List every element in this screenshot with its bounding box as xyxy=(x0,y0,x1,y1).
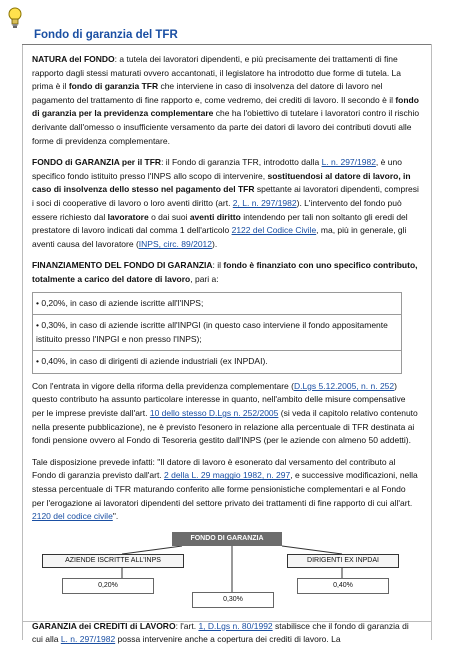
law-link[interactable]: L. n. 297/1982 xyxy=(60,634,116,645)
text: ) questo contributo ha assunto particolare interesse in quanto, nell'ambito delle misure compensative per le imprese previste dall'art. xyxy=(32,380,406,419)
law-link[interactable]: 2120 del codice civile xyxy=(32,511,113,522)
bold-text: sostituendosi al datore di lavoro, in caso di insolvenza dello stesso nel pagamento del TFR xyxy=(32,170,411,195)
text: , è uno specifico fondo istituito presso l'INPS allo scopo di intervenire, xyxy=(32,157,402,181)
page-title: Fondo di garanzia del TFR xyxy=(34,29,178,41)
bottom-rule xyxy=(22,621,431,622)
law-link[interactable]: D.Lgs 5.12.2005, n. n. 252 xyxy=(293,380,395,391)
heading-crediti: GARANZIA dei CREDITI di LAVORO xyxy=(32,620,176,631)
bold-text: fondo è finanziato con uno specifico contributo, totalmente a carico del datore di lavoro xyxy=(32,260,418,284)
diagram-right-label: DIRIGENTI EX INPDAI xyxy=(287,554,399,568)
list-item: • 0,20%, in caso di aziende iscritte all'l'INPS; xyxy=(33,293,401,316)
text: stabilisce che il fondo di garanzia di cui alla xyxy=(32,620,409,645)
contribution-list xyxy=(32,292,402,374)
paragraph-natura xyxy=(32,53,420,148)
diagram-value-inpgi: 0,30% xyxy=(192,592,274,608)
text: che interviene in caso di insolvenza del datore di lavoro nel pagamento del trattamento di fine rapporto e, come vedremo, dei crediti di lavoro. Il secondo è il xyxy=(32,81,396,105)
title-bar xyxy=(22,28,431,45)
text: , ma, più in generale, gli aventi causa del lavoratore ( xyxy=(32,225,407,249)
text: ". xyxy=(112,511,119,522)
text: : a tutela dei lavoratori dipendenti, e più precisamente dei trattamenti di fine rapporto dagli stessi maturati ovvero accantonati, il legislatore ha introdotto due forme di tutela. La prima è il xyxy=(32,54,402,92)
fund-diagram xyxy=(32,532,420,612)
paragraph-finanziamento xyxy=(32,259,420,286)
document-body xyxy=(32,53,420,655)
text: spettante ai lavoratori dipendenti, compresi i soci di cooperative di lavoro o loro aventi diritto (art. xyxy=(32,184,419,208)
bold-text: lavoratore xyxy=(107,211,149,222)
list-item: • 0,40%, in caso di dirigenti di aziende industriali (ex INPDAI). xyxy=(36,356,268,367)
text: intendendo per tali non soltanto gli eredi del prestatore di lavoro indicati dal comma 1 dell'articolo xyxy=(32,211,408,236)
text: ). xyxy=(212,238,218,249)
list-item: • 0,30%, in caso di aziende iscritte all'INPGI (in questo caso interviene il fondo appositamente istituito presso l'INPGI e non presso l'INPS); xyxy=(33,315,401,351)
paragraph-disposizione xyxy=(32,456,420,524)
paragraph-crediti xyxy=(32,620,420,647)
text: che ha l'obiettivo di tutelare i lavoratori contro il rischio derivante dall'omesso o insufficiente versamento da parte dei datori di lavoro dei contributi dovuti alle forme di previdenza complementare. xyxy=(32,108,420,146)
text: Con l'entrata in vigore della riforma della previdenza complementare ( xyxy=(32,380,294,391)
diagram-header: FONDO DI GARANZIA xyxy=(172,532,282,546)
text: : il Fondo di garanzia TFR, introdotto dalla xyxy=(161,157,322,168)
text: (si veda il capitolo relativo contenuto nella presente pubblicazione), ne è previsto l'esonero in relazione alla percentuale di TFR destinata ai fondi pensione ovvero al Fondo di Tesoreria gestito dall'INPS (per le aziende con almeno 50 addetti). xyxy=(32,408,418,446)
text: o dai suoi xyxy=(148,211,190,222)
heading-finanziamento: FINANZIAMENTO DEL FONDO DI GARANZIA xyxy=(32,260,213,271)
paragraph-riforma xyxy=(32,380,420,448)
law-link[interactable]: INPS, circ. 89/2012 xyxy=(138,238,213,249)
law-link[interactable]: 1, D.Lgs n. 80/1992 xyxy=(198,620,273,631)
heading-natura: NATURA del FONDO xyxy=(32,54,115,64)
text: possa intervenire anche a copertura dei crediti di lavoro. La xyxy=(115,634,341,645)
text: , e successive modificazioni, nella stessa percentuale di TFR maturando conferito alle forme pensionistiche complementari e al Fondo per l'erogazione ai lavoratori dipendenti del settore privato dei trattamenti di fine rapporto di cui all'art. xyxy=(32,470,418,508)
text: ). L'intervento del fondo può essere richiesto dal xyxy=(32,197,402,222)
diagram-left-label: AZIENDE ISCRITTE ALL'INPS xyxy=(42,554,184,568)
text: , pari a: xyxy=(190,273,219,284)
bold-text: fondo di garanzia per la previdenza complementare xyxy=(32,94,419,119)
diagram-value-inps: 0,20% xyxy=(62,578,154,594)
diagram-value-inpdai: 0,40% xyxy=(297,578,389,594)
law-link[interactable]: 2 della L. 29 maggio 1982, n. 297 xyxy=(164,470,291,481)
frame-right-border xyxy=(431,44,432,640)
law-link[interactable]: 2, L. n. 297/1982 xyxy=(232,197,297,208)
lightbulb-icon xyxy=(8,6,22,34)
paragraph-fondo-tfr xyxy=(32,156,420,251)
law-link[interactable]: 10 dello stesso D.Lgs n. 252/2005 xyxy=(149,408,279,419)
law-link[interactable]: L. n. 297/1982 xyxy=(321,157,376,168)
text: : il xyxy=(212,260,224,271)
heading-fondo-tfr: FONDO di GARANZIA per il TFR xyxy=(32,157,162,168)
text: Tale disposizione prevede infatti: "Il datore di lavoro è esonerato dal versamento del contributo al Fondo di garanzia previsto dall'art. xyxy=(32,456,396,481)
bold-text: aventi diritto xyxy=(189,211,241,222)
law-link[interactable]: 2122 del Codice Civile xyxy=(231,225,317,236)
bold-text: fondo di garanzia TFR xyxy=(68,81,159,92)
frame-left-border xyxy=(22,44,23,640)
text: : l'art. xyxy=(175,620,199,631)
